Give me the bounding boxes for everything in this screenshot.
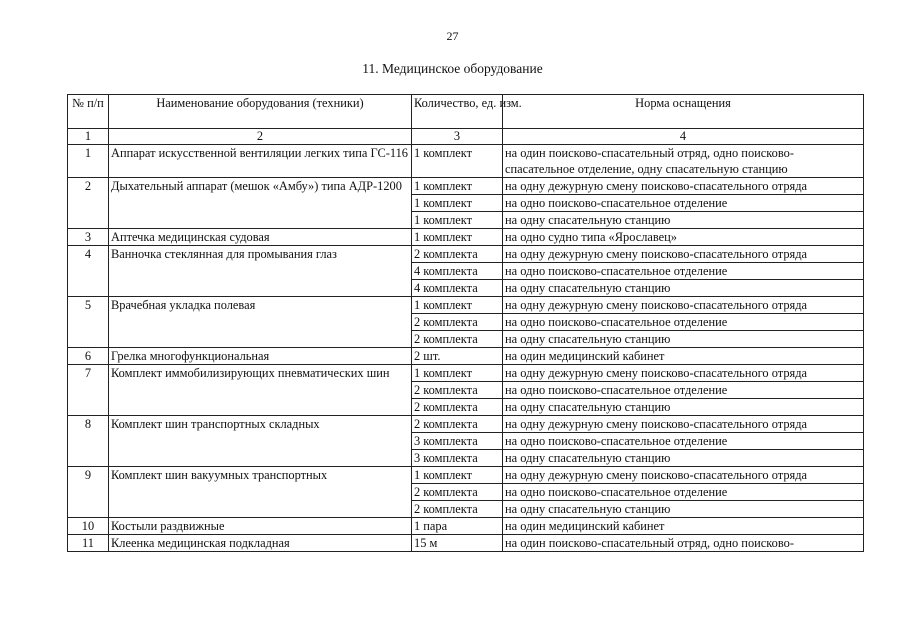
quantity-cell: 1 комплект [412,467,503,484]
norm-cell: на одну спасательную станцию [503,399,864,416]
column-index: 4 [503,129,864,145]
quantity-cell: 1 пара [412,518,503,535]
table-row [68,229,864,246]
row-number: 1 [68,145,109,178]
norm-cell: на одно поисково-спасательное отделение [503,314,864,331]
equipment-table [67,94,864,552]
norm-cell: на одну дежурную смену поисково-спасательного отряда [503,297,864,314]
norm-cell: на одно поисково-спасательное отделение [503,263,864,280]
equipment-name: Комплект шин транспортных складных [109,416,412,467]
table-row [68,535,864,552]
quantity-cell: 4 комплекта [412,263,503,280]
norm-cell: на одно судно типа «Ярославец» [503,229,864,246]
header-qty: Количество, ед. изм. [412,95,503,129]
row-number: 7 [68,365,109,416]
header-norm: Норма оснащения [503,95,864,129]
quantity-cell: 1 комплект [412,178,503,195]
table-row [68,348,864,365]
equipment-name: Ванночка стеклянная для промывания глаз [109,246,412,297]
page-number: 27 [446,29,459,43]
norm-cell: на одну дежурную смену поисково-спасательного отряда [503,365,864,382]
table-row [68,467,864,484]
quantity-cell: 2 комплекта [412,246,503,263]
norm-cell: на один медицинский кабинет [503,518,864,535]
norm-cell: на одну дежурную смену поисково-спасательного отряда [503,416,864,433]
table-row [68,178,864,195]
header-num: № п/п [68,95,109,129]
header-name: Наименование оборудования (техники) [109,95,412,129]
quantity-cell: 1 комплект [412,195,503,212]
quantity-cell: 2 комплекта [412,314,503,331]
table-row [68,416,864,433]
column-index-row [68,129,864,145]
quantity-cell: 2 комплекта [412,501,503,518]
row-number: 11 [68,535,109,552]
norm-cell: на одно поисково-спасательное отделение [503,433,864,450]
quantity-cell: 2 комплекта [412,382,503,399]
row-number: 4 [68,246,109,297]
row-number: 10 [68,518,109,535]
norm-cell: на одно поисково-спасательное отделение [503,484,864,501]
quantity-cell: 1 комплект [412,145,503,178]
quantity-cell: 2 шт. [412,348,503,365]
quantity-cell: 3 комплекта [412,433,503,450]
norm-cell: на один поисково-спасательный отряд, одно поисково- [503,535,864,552]
norm-cell: на одну дежурную смену поисково-спасательного отряда [503,467,864,484]
table-body [68,145,864,552]
row-number: 8 [68,416,109,467]
row-number: 3 [68,229,109,246]
column-index: 3 [412,129,503,145]
quantity-cell: 3 комплекта [412,450,503,467]
quantity-cell: 1 комплект [412,297,503,314]
table-row [68,246,864,263]
quantity-cell: 2 комплекта [412,484,503,501]
column-index: 1 [68,129,109,145]
equipment-name: Дыхательный аппарат (мешок «Амбу») типа АДР-1200 [109,178,412,229]
row-number: 5 [68,297,109,348]
norm-cell: на одну дежурную смену поисково-спасательного отряда [503,246,864,263]
equipment-name: Аптечка медицинская судовая [109,229,412,246]
norm-cell: на одну дежурную смену поисково-спасательного отряда [503,178,864,195]
norm-cell: на одну спасательную станцию [503,212,864,229]
norm-cell: на одну спасательную станцию [503,331,864,348]
quantity-cell: 4 комплекта [412,280,503,297]
equipment-name: Комплект шин вакуумных транспортных [109,467,412,518]
quantity-cell: 15 м [412,535,503,552]
norm-cell: на одно поисково-спасательное отделение [503,382,864,399]
equipment-name: Костыли раздвижные [109,518,412,535]
equipment-name: Клеенка медицинская подкладная [109,535,412,552]
table-row [68,518,864,535]
column-index: 2 [109,129,412,145]
section-title: 11. Медицинское оборудование [362,61,543,76]
table-row [68,145,864,178]
norm-cell: на один поисково-спасательный отряд, одно поисково-спасательное отделение, одну спасательную станцию [503,145,864,178]
equipment-name: Врачебная укладка полевая [109,297,412,348]
equipment-name: Комплект иммобилизирующих пневматических шин [109,365,412,416]
norm-cell: на один медицинский кабинет [503,348,864,365]
header-row [68,95,864,129]
row-number: 9 [68,467,109,518]
norm-cell: на одну спасательную станцию [503,450,864,467]
row-number: 6 [68,348,109,365]
equipment-name: Грелка многофункциональная [109,348,412,365]
quantity-cell: 2 комплекта [412,331,503,348]
row-number: 2 [68,178,109,229]
norm-cell: на одну спасательную станцию [503,501,864,518]
equipment-name: Аппарат искусственной вентиляции легких типа ГС-116 [109,145,412,178]
quantity-cell: 1 комплект [412,365,503,382]
norm-cell: на одну спасательную станцию [503,280,864,297]
table-row [68,365,864,382]
quantity-cell: 1 комплект [412,212,503,229]
quantity-cell: 1 комплект [412,229,503,246]
table-row [68,297,864,314]
quantity-cell: 2 комплекта [412,416,503,433]
norm-cell: на одно поисково-спасательное отделение [503,195,864,212]
quantity-cell: 2 комплекта [412,399,503,416]
